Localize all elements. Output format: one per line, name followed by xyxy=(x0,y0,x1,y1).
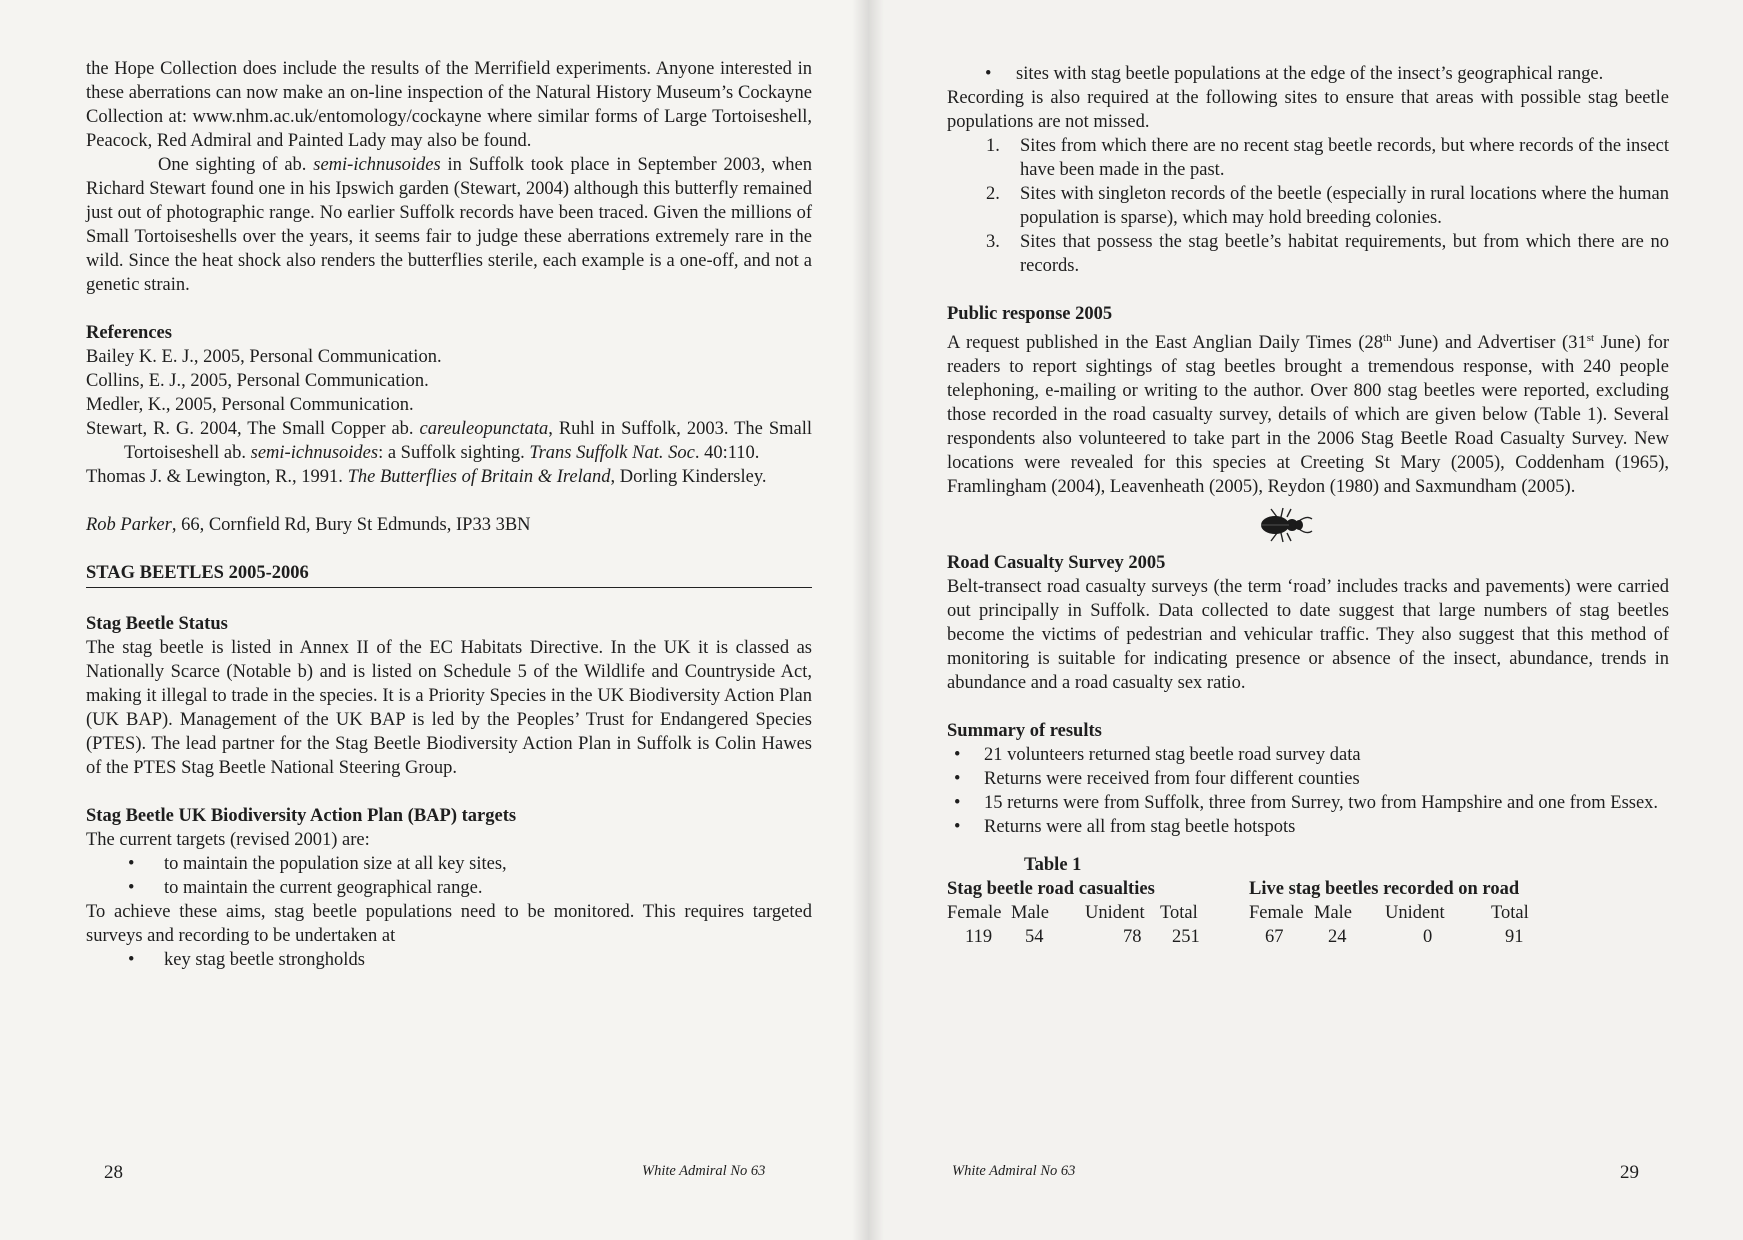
ref-text-italic: careuleopunctata xyxy=(419,419,549,439)
table-cell: 91 xyxy=(1505,927,1524,948)
bullet-icon: • xyxy=(128,950,135,970)
list-item xyxy=(947,815,1669,839)
left-page xyxy=(0,0,868,1240)
status-heading: Stag Beetle Status xyxy=(86,614,228,634)
public-response-paragraph xyxy=(947,326,1669,499)
public-response-heading: Public response 2005 xyxy=(947,304,1113,324)
table-header-cell: Male xyxy=(1314,903,1353,924)
para-text: June) and Advertiser (31 xyxy=(1391,333,1587,354)
bap-sites-list xyxy=(86,948,812,972)
ref-text: Thomas J. & Lewington, R., 1991. xyxy=(86,467,348,487)
list-item-text: 21 volunteers returned stag beetle road survey data xyxy=(984,745,1361,766)
ref-text: Stewart, R. G. 2004, The Small Copper ab. xyxy=(86,419,420,439)
table-group-headers xyxy=(947,877,1669,901)
table-group-header: Live stag beetles recorded on road xyxy=(1249,879,1520,900)
stag-beetle-icon xyxy=(1255,505,1315,545)
list-item-text: 15 returns were from Suffolk, three from Surrey, two from Hampshire and one from Essex. xyxy=(984,793,1659,814)
table-header-cell: Female xyxy=(947,903,1002,924)
book-gutter xyxy=(852,0,884,1240)
sighting-text-italic: semi-ichnusoides xyxy=(313,155,441,175)
recording-paragraph: Recording is also required at the following sites to ensure that areas with possible stag beetle populations are not missed. xyxy=(947,88,1669,132)
bap-intro: The current targets (revised 2001) are: xyxy=(86,830,370,850)
para-text: June) for readers to report sightings of stag beetles brought a tremendous response, with 240 people telephoning, e-mailing or writing to the author. Over 800 stag beetles were reported, excluding those recorded in the road casualty survey, details of which are given below (Table 1). Several respondents also volunteered to take part in the 2006 Stag Beetle Road Casualty Survey. New locations were revealed for this species at Creeting St Mary (2005), Coddenham (1965), Framlingham (2004), Leavenheath (2005), Reydon (1980) and Saxmundham (2005). xyxy=(947,333,1669,498)
superscript: th xyxy=(1383,332,1392,344)
table-cell: 0 xyxy=(1423,927,1433,948)
sighting-text-post: in Suffolk took place in September 2003, when Richard Stewart found one in his Ipswich garden (Stewart, 2004) although this butterfly remained just out of photographic range. No earlier Suffolk records have been traced. Given the millions of Small Tortoiseshells over the years, it seems fair to judge these aberrations extremely rare in the wild. Since the heat shock also renders the butterflies sterile, each example is a one-off, and not a genetic strain. xyxy=(86,155,813,295)
left-page-column xyxy=(86,57,812,972)
intro-paragraph: the Hope Collection does include the results of the Merrifield experiments. Anyone interested in these aberrations can now make an on-line inspection of the Natural History Museum’s Cockayne Collection at: www.nhm.ac.uk/entomology/cockayne where similar forms of Large Tortoiseshell, Peacock, Red Admiral and Painted Lady may also be found. xyxy=(86,59,812,151)
bullet-icon: • xyxy=(954,769,961,790)
table-cell: 119 xyxy=(965,927,993,948)
author-address: , 66, Cornfield Rd, Bury St Edmunds, IP33 3BN xyxy=(171,515,531,535)
ref-text-italic: The Butterflies of Britain & Ireland xyxy=(347,467,611,487)
list-item-text: Sites with singleton records of the beetle (especially in rural locations where the human population is sparse), which may hold breeding colonies. xyxy=(1020,184,1669,228)
table-header-cell: Unident xyxy=(1085,903,1145,924)
bullet-icon: • xyxy=(954,745,961,766)
list-item-text: to maintain the current geographical range. xyxy=(164,878,483,898)
table-caption: Table 1 xyxy=(1024,855,1082,876)
reference-item: Collins, E. J., 2005, Personal Communication. xyxy=(86,371,429,391)
sites-continued-list xyxy=(947,62,1669,86)
ref-text: . 40:110. xyxy=(694,443,760,463)
running-footer: White Admiral No 63 xyxy=(952,1163,1076,1179)
superscript: st xyxy=(1586,332,1595,344)
list-item xyxy=(947,182,1669,230)
sighting-text-pre: One sighting of ab. xyxy=(158,155,314,175)
page-number: 29 xyxy=(1620,1162,1639,1183)
list-item-text: sites with stag beetle populations at the edge of the insect’s geographical range. xyxy=(1016,64,1604,84)
status-paragraph: The stag beetle is listed in Annex II of the EC Habitats Directive. In the UK it is classed as Nationally Scarce (Notable b) and is listed on Schedule 5 of the Wildlife and Countryside Act, making it illegal to trade in the species. It is a Priority Species in the UK Biodiversity Action Plan (UK BAP). Management of the UK BAP is led by the Peoples’ Trust for Endangered Species (PTES). The lead partner for the Stag Beetle Biodiversity Action Plan in Suffolk is Colin Hawes of the PTES Stag Beetle National Steering Group. xyxy=(86,638,812,778)
article-title: STAG BEETLES 2005-2006 xyxy=(86,563,309,583)
list-item xyxy=(947,230,1669,278)
summary-list xyxy=(947,743,1669,839)
summary-heading: Summary of results xyxy=(947,721,1102,742)
road-survey-paragraph: Belt-transect road casualty surveys (the term ‘road’ includes tracks and pavements) were carried out principally in Suffolk. Data collected to date suggest that large numbers of stag beetles become the victims of pedestrian and vehicular traffic. They also suggest that this method of monitoring is suitable for indicating presence or absence of the insect, abundance, trends in abundance and a road casualty sex ratio. xyxy=(947,577,1669,694)
table-header-cell: Total xyxy=(1491,903,1529,924)
reference-item xyxy=(86,465,812,489)
reference-item: Bailey K. E. J., 2005, Personal Communication. xyxy=(86,347,442,367)
references-heading: References xyxy=(86,323,172,343)
casualty-table xyxy=(947,853,1669,949)
road-survey-heading: Road Casualty Survey 2005 xyxy=(947,553,1166,574)
para-text: A request published in the East Anglian Daily Times (28 xyxy=(947,333,1384,354)
page-number: 28 xyxy=(104,1162,123,1183)
bullet-icon: • xyxy=(128,878,135,898)
bap-target-list xyxy=(86,852,812,900)
list-item-text: key stag beetle strongholds xyxy=(164,950,365,970)
sighting-paragraph xyxy=(86,153,812,297)
ref-text: , Dorling Kindersley. xyxy=(610,467,767,487)
list-item xyxy=(86,852,812,876)
bap-aim-paragraph: To achieve these aims, stag beetle populations need to be monitored. This requires targeted surveys and recording to be undertaken at xyxy=(86,902,812,946)
table-cell: 251 xyxy=(1172,927,1200,948)
list-number: 2. xyxy=(986,184,1000,204)
right-page xyxy=(868,0,1743,1240)
ref-text-italic: semi-ichnusoides xyxy=(250,443,379,463)
list-item xyxy=(947,791,1669,815)
table-header-cell: Male xyxy=(1011,903,1050,924)
table-cell: 24 xyxy=(1328,927,1347,948)
ref-text-italic: Trans Suffolk Nat. Soc xyxy=(529,443,695,463)
table-cell: 67 xyxy=(1265,927,1284,948)
ref-text: : a Suffolk sighting. xyxy=(378,443,530,463)
reference-item xyxy=(86,417,812,465)
table-cell: 78 xyxy=(1123,927,1142,948)
table-header-cell: Total xyxy=(1160,903,1198,924)
table-value-row xyxy=(947,925,1669,949)
list-item xyxy=(86,876,812,900)
list-item xyxy=(947,62,1669,86)
table-header-cell: Unident xyxy=(1385,903,1445,924)
table-cell: 54 xyxy=(1025,927,1044,948)
list-item-text: Returns were all from stag beetle hotspots xyxy=(984,817,1296,838)
list-number: 3. xyxy=(986,232,1000,252)
list-item-text: to maintain the population size at all key sites, xyxy=(164,854,507,874)
table-group-header: Stag beetle road casualties xyxy=(947,879,1155,900)
bullet-icon: • xyxy=(128,854,135,874)
ref-text: , Ruhl in Suffolk, 2003. The Small Tortoiseshell ab. xyxy=(124,419,812,463)
list-number: 1. xyxy=(986,136,1000,156)
bullet-icon: • xyxy=(985,64,992,84)
title-rule xyxy=(86,587,812,588)
list-item-text: Returns were received from four different counties xyxy=(984,769,1360,790)
right-page-column xyxy=(947,62,1669,949)
running-footer: White Admiral No 63 xyxy=(642,1163,766,1179)
list-item-text: Sites from which there are no recent stag beetle records, but where records of the insect have been made in the past. xyxy=(1020,136,1669,180)
list-item xyxy=(947,134,1669,182)
bullet-icon: • xyxy=(954,817,961,838)
recording-list xyxy=(947,134,1669,278)
author-signature xyxy=(86,513,812,537)
list-item xyxy=(947,743,1669,767)
bap-heading: Stag Beetle UK Biodiversity Action Plan (BAP) targets xyxy=(86,806,517,826)
reference-item: Medler, K., 2005, Personal Communication. xyxy=(86,395,414,415)
list-item-text: Sites that possess the stag beetle’s habitat requirements, but from which there are no records. xyxy=(1020,232,1669,276)
list-item xyxy=(86,948,812,972)
table-header-cell: Female xyxy=(1249,903,1304,924)
bullet-icon: • xyxy=(954,793,961,814)
author-name: Rob Parker xyxy=(86,515,172,535)
list-item xyxy=(947,767,1669,791)
table-header-row xyxy=(947,901,1669,925)
